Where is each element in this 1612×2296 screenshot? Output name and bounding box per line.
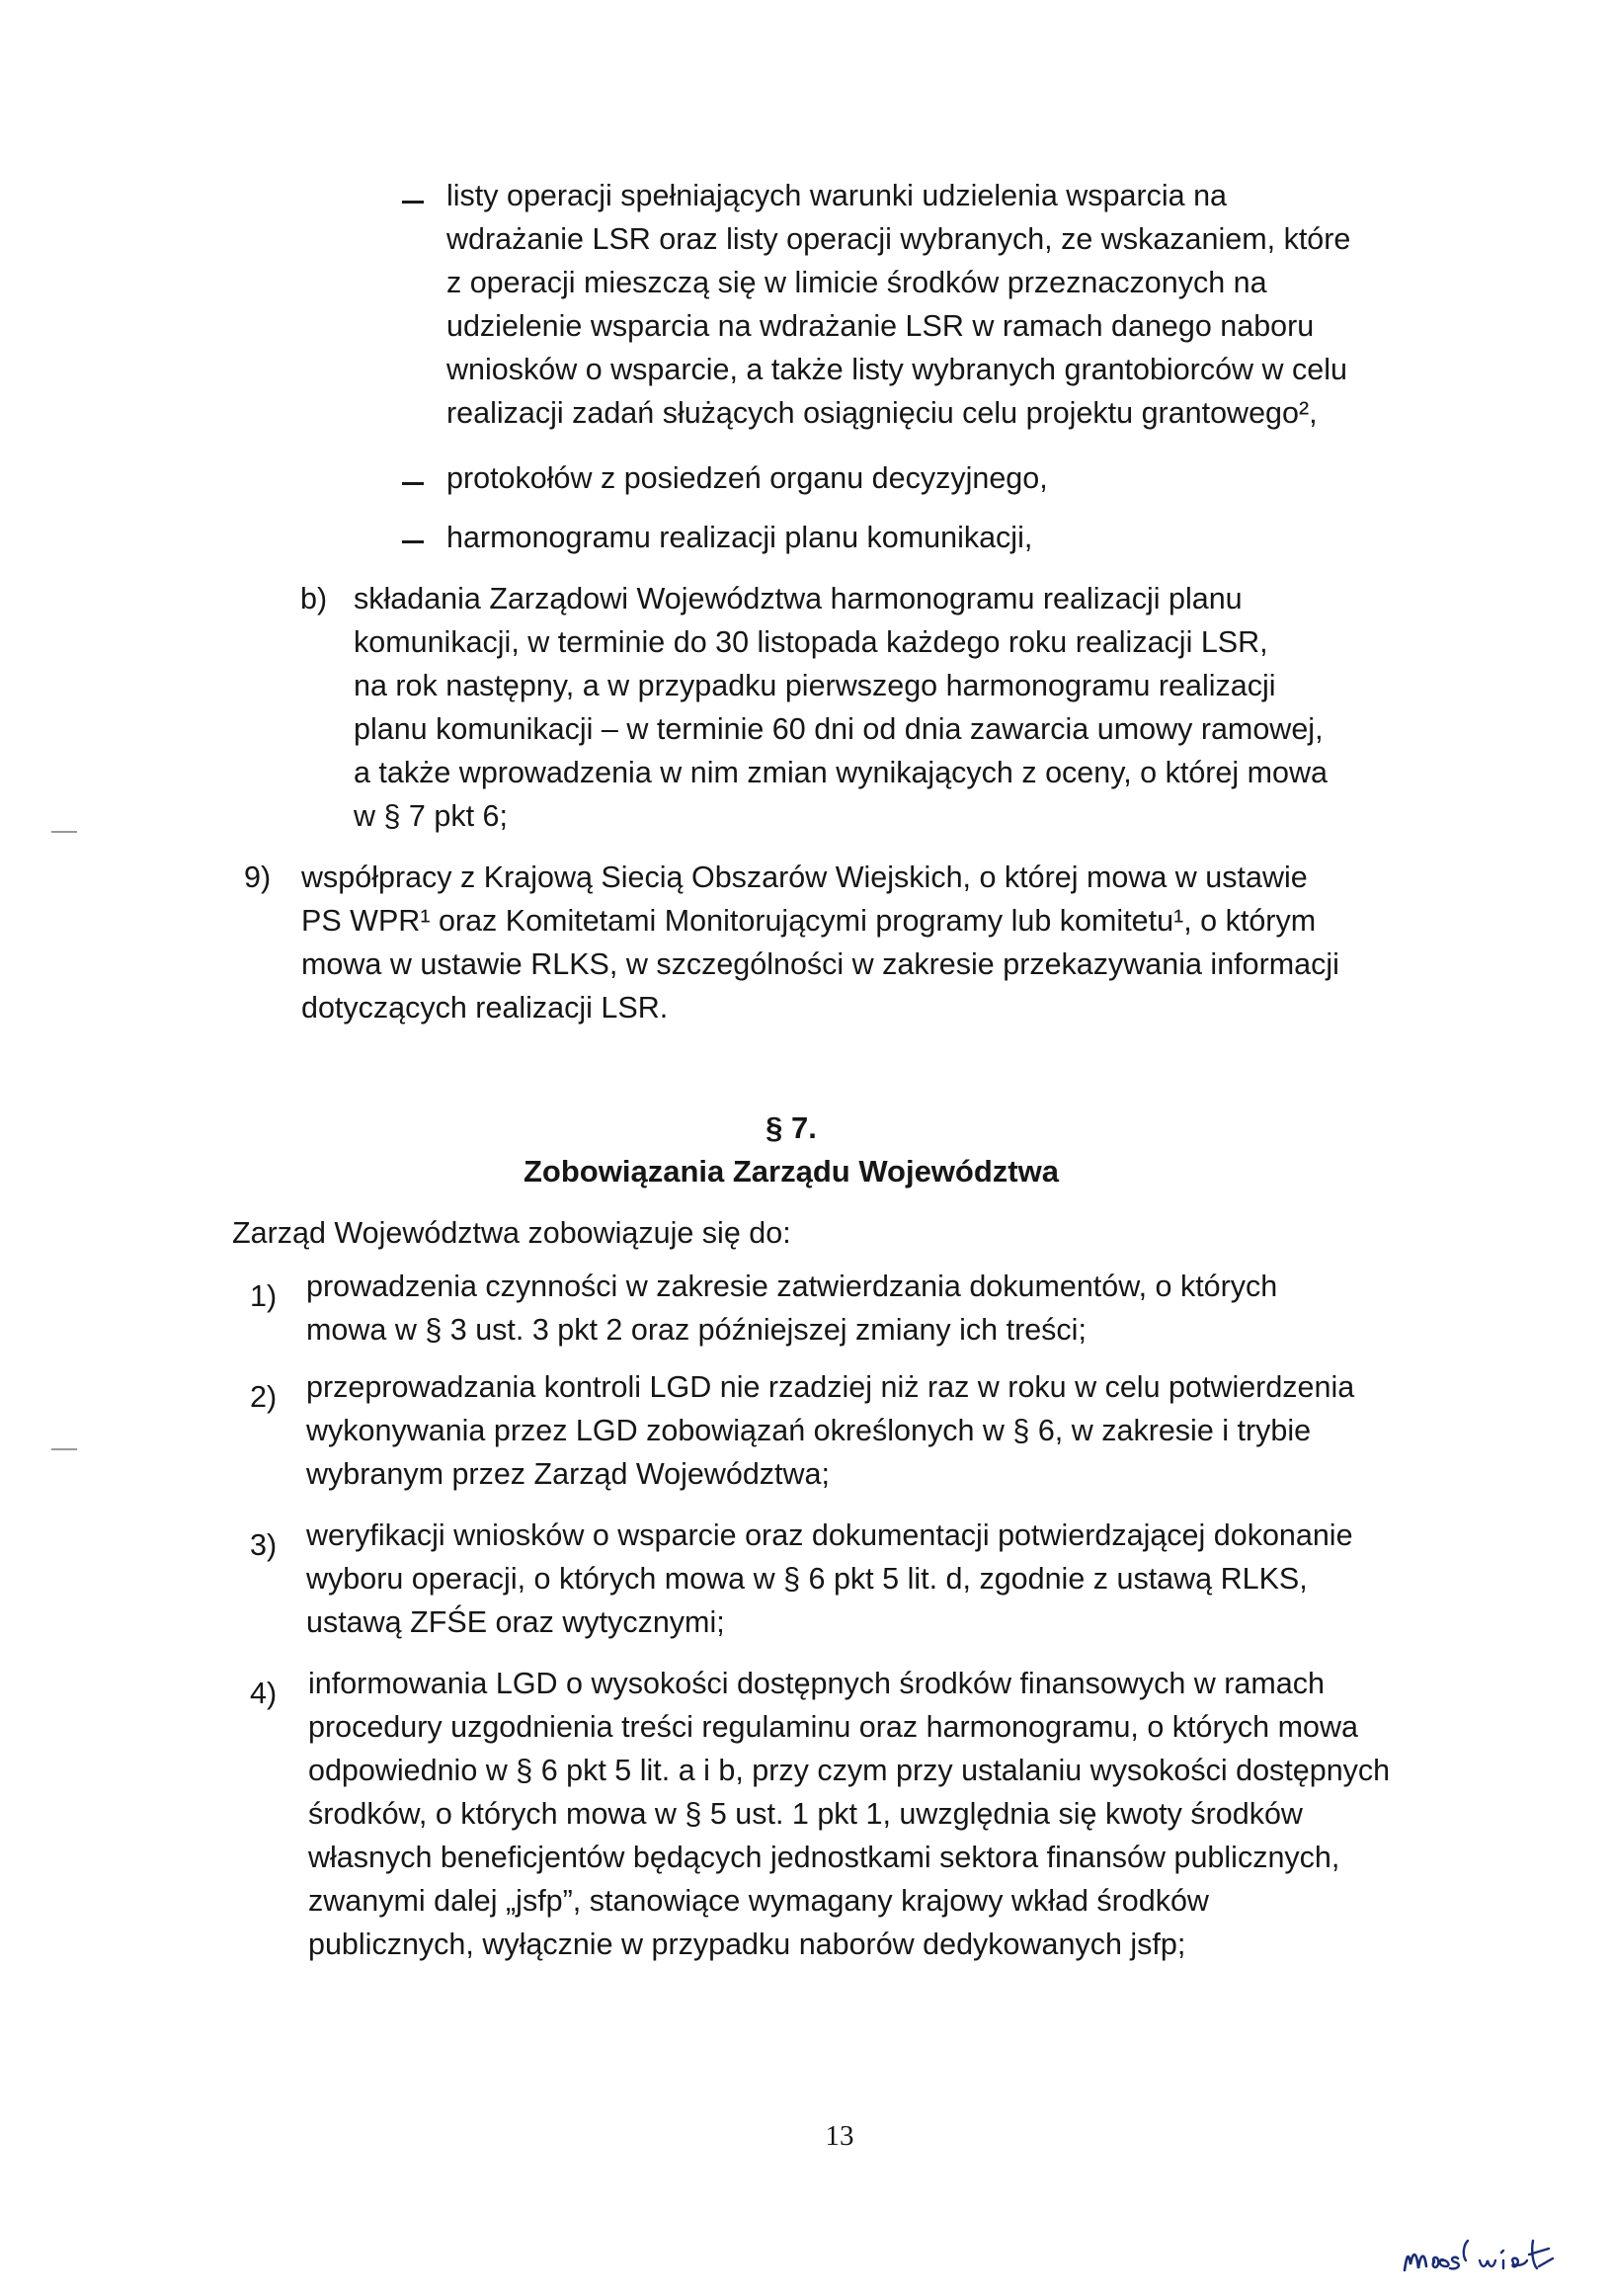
text-line: mowa w § 3 ust. 3 pkt 2 oraz późniejszej zmiany ich treści; (306, 1313, 1087, 1347)
text-line: zwanymi dalej „jsfp”, stanowiące wymagany krajowy wkład środków (308, 1884, 1209, 1918)
text-line: planu komunikacji – w terminie 60 dni od dnia zawarcia umowy ramowej, (354, 712, 1324, 746)
text-line: prowadzenia czynności w zakresie zatwierdzania dokumentów, o których (306, 1270, 1278, 1303)
text-line: harmonogramu realizacji planu komunikacji, (446, 521, 1033, 554)
section-title: Zobowiązania Zarządu Województwa (524, 1154, 1059, 1189)
text-line: przeprowadzania kontroli LGD nie rzadziej niż raz w roku w celu potwierdzenia (306, 1370, 1355, 1404)
text-line: mowa w ustawie RLKS, w szczególności w zakresie przekazywania informacji (301, 947, 1339, 981)
section-number: § 7. (766, 1110, 817, 1145)
text-line: na rok następny, a w przypadku pierwszego harmonogramu realizacji (354, 669, 1276, 702)
dash-marker (402, 482, 424, 485)
text-line: składania Zarządowi Województwa harmonogramu realizacji planu (354, 582, 1243, 615)
handwritten-signature (1401, 2231, 1588, 2280)
item-marker: 9) (244, 861, 272, 894)
text-line: komunikacji, w terminie do 30 listopada każdego roku realizacji LSR, (354, 625, 1268, 659)
text-line: dotyczących realizacji LSR. (301, 991, 669, 1025)
text-line: wniosków o wsparcie, a także listy wybranych grantobiorców w celu (446, 353, 1347, 386)
scan-mark (51, 1448, 77, 1450)
text-line: współpracy z Krajową Siecią Obszarów Wiejskich, o której mowa w ustawie (301, 861, 1308, 894)
text-line: PS WPR¹ oraz Komitetami Monitorującymi programy lub komitetu¹, o którym (301, 904, 1317, 938)
text-line: publicznych, wyłącznie w przypadku naborów dedykowanych jsfp; (308, 1927, 1186, 1961)
item-marker: 2) (250, 1380, 278, 1414)
item-marker: 3) (250, 1528, 278, 1562)
dash-marker (402, 201, 424, 204)
text-line: procedury uzgodnienia treści regulaminu oraz harmonogramu, o których mowa (308, 1710, 1358, 1744)
text-line: wdrażanie LSR oraz listy operacji wybranych, ze wskazaniem, które (446, 222, 1351, 256)
item-marker: 4) (250, 1677, 278, 1710)
text-line: listy operacji spełniających warunki udzielenia wsparcia na (446, 179, 1228, 212)
scan-mark (51, 831, 77, 833)
text-line: z operacji mieszczą się w limicie środków przeznaczonych na (446, 266, 1267, 299)
text-line: informowania LGD o wysokości dostępnych środków finansowych w ramach (308, 1667, 1325, 1700)
item-marker: 1) (250, 1279, 278, 1313)
text-line: protokołów z posiedzeń organu decyzyjnego, (446, 461, 1048, 495)
page-number: 13 (825, 2120, 854, 2152)
text-line: ustawą ZFŚE oraz wytycznymi; (306, 1605, 725, 1639)
text-line: odpowiednio w § 6 pkt 5 lit. a i b, przy czym przy ustalaniu wysokości dostępnych (308, 1754, 1391, 1787)
section-intro: Zarząd Województwa zobowiązuje się do: (232, 1216, 791, 1250)
dash-marker (402, 540, 424, 543)
text-line: w § 7 pkt 6; (354, 799, 508, 833)
text-line: własnych beneficjentów będących jednostkami sektora finansów publicznych, (308, 1841, 1340, 1874)
text-line: a także wprowadzenia w nim zmian wynikających z oceny, o której mowa (354, 756, 1329, 789)
text-line: środków, o których mowa w § 5 ust. 1 pkt 1, uwzględnia się kwoty środków (308, 1797, 1303, 1831)
text-line: wyboru operacji, o których mowa w § 6 pkt 5 lit. d, zgodnie z ustawą RLKS, (306, 1562, 1308, 1596)
item-marker: b) (300, 582, 328, 615)
text-line: wykonywania przez LGD zobowiązań określonych w § 6, w zakresie i trybie (306, 1414, 1312, 1447)
text-line: realizacji zadań służących osiągnięciu celu projektu grantowego², (446, 396, 1318, 430)
text-line: weryfikacji wniosków o wsparcie oraz dokumentacji potwierdzającej dokonanie (306, 1518, 1353, 1552)
text-line: wybranym przez Zarząd Województwa; (306, 1457, 830, 1491)
text-line: udzielenie wsparcia na wdrażanie LSR w ramach danego naboru (446, 309, 1315, 343)
